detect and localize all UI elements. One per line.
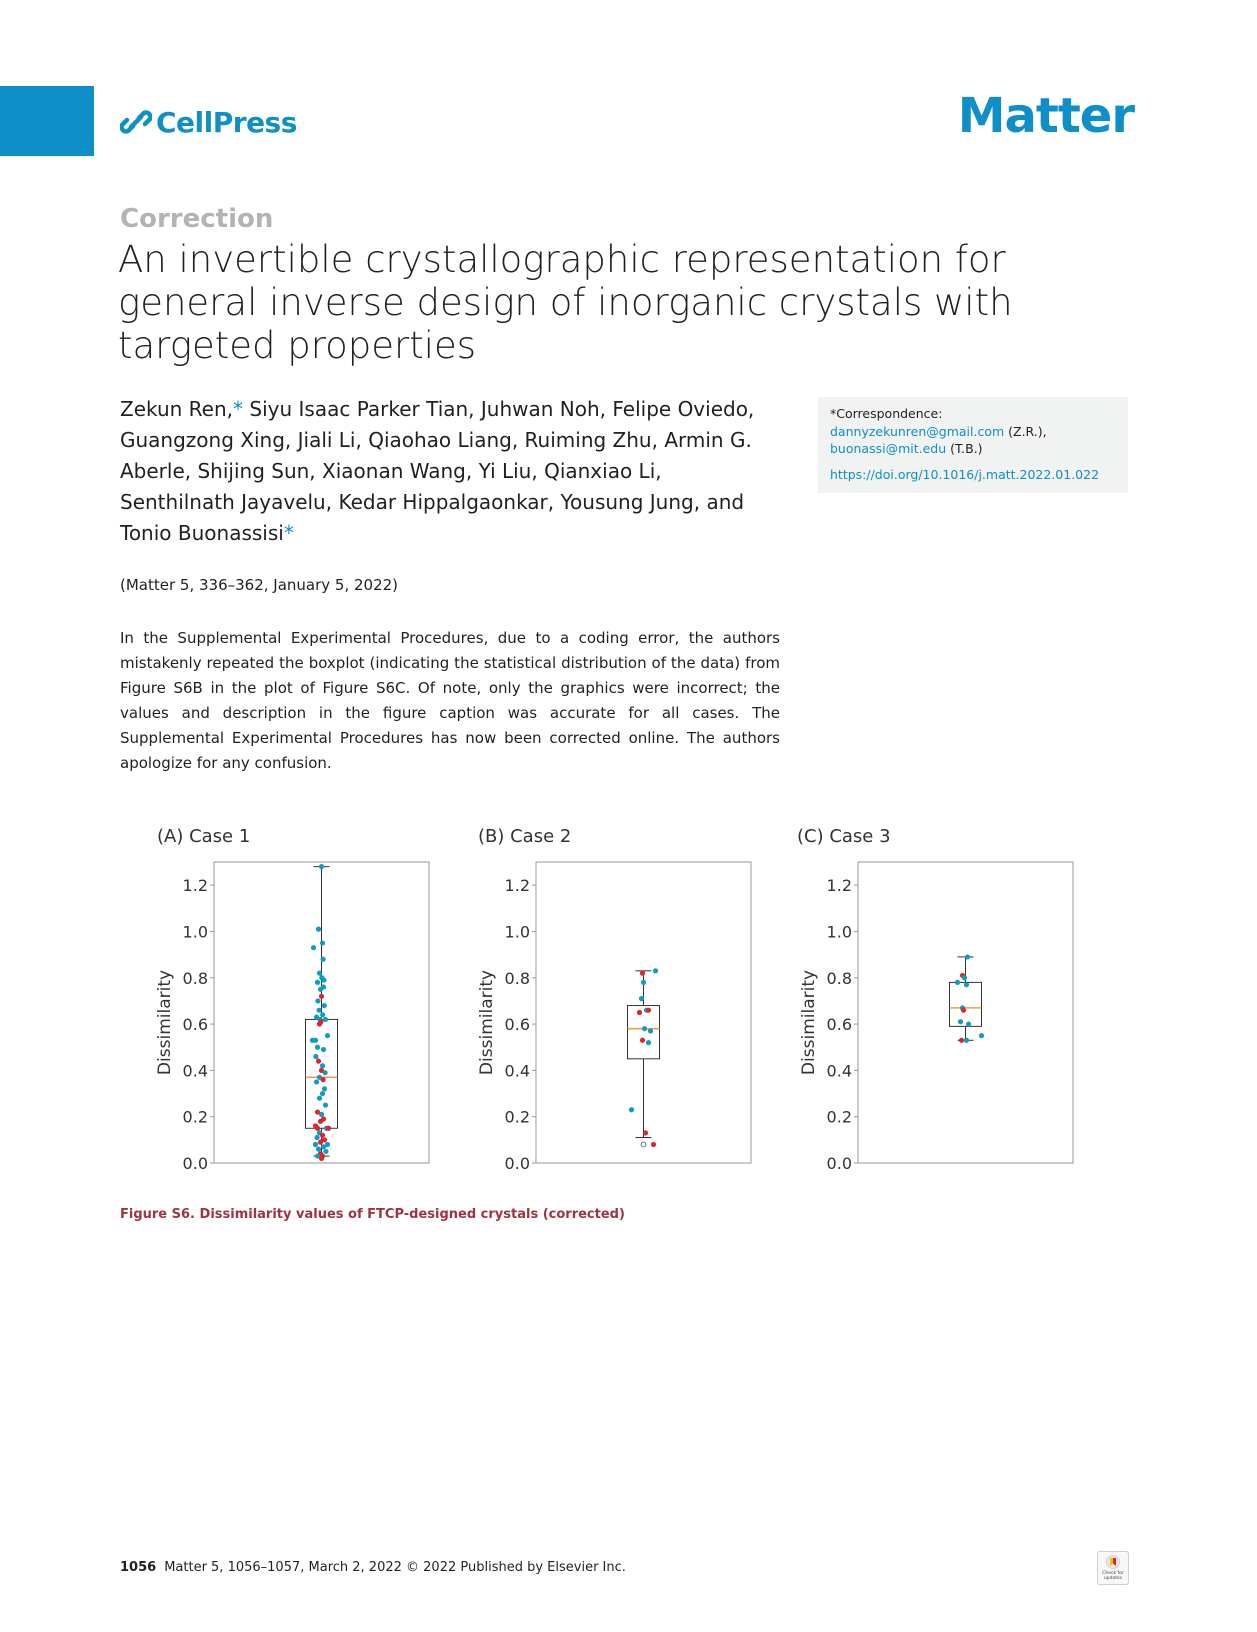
bookmark-icon — [1106, 1555, 1120, 1569]
data-point — [321, 1144, 326, 1149]
y-tick-label: 1.2 — [504, 876, 530, 896]
data-point — [316, 1059, 321, 1064]
data-point — [318, 987, 323, 992]
y-tick-label: 0.4 — [182, 1061, 208, 1081]
data-point — [322, 1086, 327, 1091]
data-point — [315, 1135, 320, 1140]
check-for-updates-badge[interactable] — [1097, 1551, 1129, 1585]
data-point — [315, 980, 320, 985]
corresponding-author-marker[interactable]: * — [233, 397, 244, 421]
data-point — [319, 864, 324, 869]
data-point — [964, 982, 969, 987]
data-point — [316, 927, 321, 932]
data-point — [962, 975, 967, 980]
y-tick-label: 0.6 — [826, 1015, 852, 1035]
outlier-marker — [641, 1142, 646, 1147]
footer-citation: Matter 5, 1056–1057, March 2, 2022 © 2022 Published by Elsevier Inc. — [164, 1560, 626, 1575]
data-point — [639, 996, 644, 1001]
data-point — [323, 1149, 328, 1154]
author-names: Zekun Ren, — [120, 397, 234, 421]
panel-title: (A) Case 1 — [157, 826, 251, 847]
email-note-ren: (Z.R.), — [1004, 423, 1047, 439]
data-point — [319, 1112, 324, 1117]
data-point — [313, 1054, 318, 1059]
data-point — [321, 957, 326, 962]
data-point — [326, 1126, 331, 1131]
data-point — [640, 1038, 645, 1043]
data-point — [317, 971, 322, 976]
data-point — [959, 1038, 964, 1043]
data-point — [315, 998, 320, 1003]
y-axis-label: Dissimilarity — [155, 969, 175, 1076]
corresponding-author-marker[interactable]: * — [283, 521, 294, 545]
data-point — [314, 1079, 319, 1084]
data-point — [323, 1070, 328, 1075]
y-tick-label: 0.0 — [504, 1154, 530, 1173]
data-point — [320, 1012, 325, 1017]
y-tick-label: 1.0 — [182, 922, 208, 942]
data-point — [321, 977, 326, 982]
data-point — [323, 1017, 328, 1022]
data-point — [317, 1008, 322, 1013]
data-point — [955, 980, 960, 985]
data-point — [966, 1021, 971, 1026]
doi-link[interactable]: https://doi.org/10.1016/j.matt.2022.01.022 — [830, 466, 1100, 482]
journal-name[interactable]: Matter — [957, 88, 1134, 144]
data-point — [653, 968, 658, 973]
data-point — [958, 1019, 963, 1024]
iqr-box — [950, 982, 982, 1026]
original-citation: (Matter 5, 336–362, January 5, 2022) — [120, 576, 399, 594]
data-point — [646, 1040, 651, 1045]
data-point — [651, 1142, 656, 1147]
y-tick-label: 0.8 — [504, 968, 530, 988]
data-point — [646, 1008, 651, 1013]
figure-caption: Figure S6. Dissimilarity values of FTCP-designed crystals (corrected) — [120, 1207, 625, 1222]
data-point — [965, 954, 970, 959]
data-point — [317, 1096, 322, 1101]
data-point — [319, 1156, 324, 1161]
y-axis-label: Dissimilarity — [799, 969, 819, 1076]
email-link-buonassisi[interactable]: buonassi@mit.edu — [830, 441, 947, 456]
data-point — [313, 1142, 318, 1147]
author-list — [120, 394, 780, 549]
plot-frame — [858, 862, 1073, 1163]
data-point — [320, 1063, 325, 1068]
check-for-updates-text: Check for updates — [1102, 1571, 1124, 1581]
y-tick-label: 1.2 — [826, 876, 852, 896]
email-link-ren[interactable]: dannyzekunren@gmail.com — [830, 423, 1005, 439]
data-point — [315, 1045, 320, 1050]
data-point — [637, 1010, 642, 1015]
y-tick-label: 0.2 — [182, 1107, 208, 1127]
data-point — [640, 971, 645, 976]
panel-title: (B) Case 2 — [478, 826, 572, 847]
data-point — [629, 1107, 634, 1112]
data-point — [318, 1140, 323, 1145]
data-point — [318, 1119, 323, 1124]
y-tick-label: 0.4 — [826, 1061, 852, 1081]
y-tick-label: 1.2 — [182, 876, 208, 896]
page-number: 1056 — [120, 1560, 157, 1575]
y-tick-label: 0.2 — [504, 1107, 530, 1127]
figure-s6 — [0, 820, 1257, 1200]
data-point — [316, 1147, 321, 1152]
y-tick-label: 0.2 — [826, 1107, 852, 1127]
author-names: Siyu Isaac Parker Tian, Juhwan Noh, Felipe Oviedo, Guangzong Xing, Jiali Li, Qiaohao Liang, Ruiming Zhu, Armin G. Aberle, Shijing Sun, Xiaonan Wang, Yi Liu, Qianxiao Li, Senthilnath Jayavelu, Kedar Hippalgaonkar, Yousung Jung, and Tonio Buonassisi — [120, 397, 755, 545]
article-title: An invertible crystallographic representation for general inverse design of inorganic crystals with targeted properties — [118, 238, 1013, 367]
data-point — [320, 940, 325, 945]
email-note-buonassisi: (T.B.) — [946, 441, 983, 456]
correspondence-label: *Correspondence: — [830, 406, 943, 421]
y-tick-label: 0.8 — [182, 968, 208, 988]
y-tick-label: 0.0 — [182, 1154, 208, 1173]
y-tick-label: 0.8 — [826, 968, 852, 988]
data-point — [979, 1033, 984, 1038]
page-footer — [120, 1560, 626, 1575]
cellpress-logo[interactable] — [120, 104, 297, 140]
y-tick-label: 0.6 — [504, 1015, 530, 1035]
data-point — [320, 1133, 325, 1138]
panel-title: (C) Case 3 — [797, 826, 891, 847]
data-point — [961, 1008, 966, 1013]
cellpress-logo-icon — [120, 106, 152, 138]
article-type: Correction — [120, 204, 274, 234]
data-point — [643, 1130, 648, 1135]
data-point — [321, 1077, 326, 1082]
data-point — [322, 1003, 327, 1008]
data-point — [648, 1028, 653, 1033]
data-point — [641, 980, 646, 985]
data-point — [315, 1126, 320, 1131]
data-point — [310, 1038, 315, 1043]
data-point — [964, 1038, 969, 1043]
data-point — [319, 994, 324, 999]
correction-body: In the Supplemental Experimental Procedures, due to a coding error, the authors mistakenly repeated the boxplot (indicating the statistical distribution of the data) from Figure S6B in the plot of Figure S6C. Of note, only the graphics were incorrect; the values and description in the figure caption was accurate for all cases. The Supplemental Experimental Procedures has now been corrected online. The authors apologize for any confusion. — [120, 629, 780, 772]
data-point — [325, 1033, 330, 1038]
data-point — [320, 1091, 325, 1096]
y-tick-label: 0.4 — [504, 1061, 530, 1081]
y-tick-label: 0.0 — [826, 1154, 852, 1173]
data-point — [311, 945, 316, 950]
correspondence-box — [818, 397, 1128, 493]
y-tick-label: 0.6 — [182, 1015, 208, 1035]
journal-color-tab — [0, 86, 94, 156]
data-point — [321, 1047, 326, 1052]
y-axis-label: Dissimilarity — [477, 969, 497, 1076]
data-point — [317, 1021, 322, 1026]
iqr-box — [628, 1006, 660, 1059]
data-point — [642, 1026, 647, 1031]
y-tick-label: 1.0 — [826, 922, 852, 942]
publisher-name: CellPress — [156, 105, 297, 139]
y-tick-label: 1.0 — [504, 922, 530, 942]
data-point — [323, 1103, 328, 1108]
